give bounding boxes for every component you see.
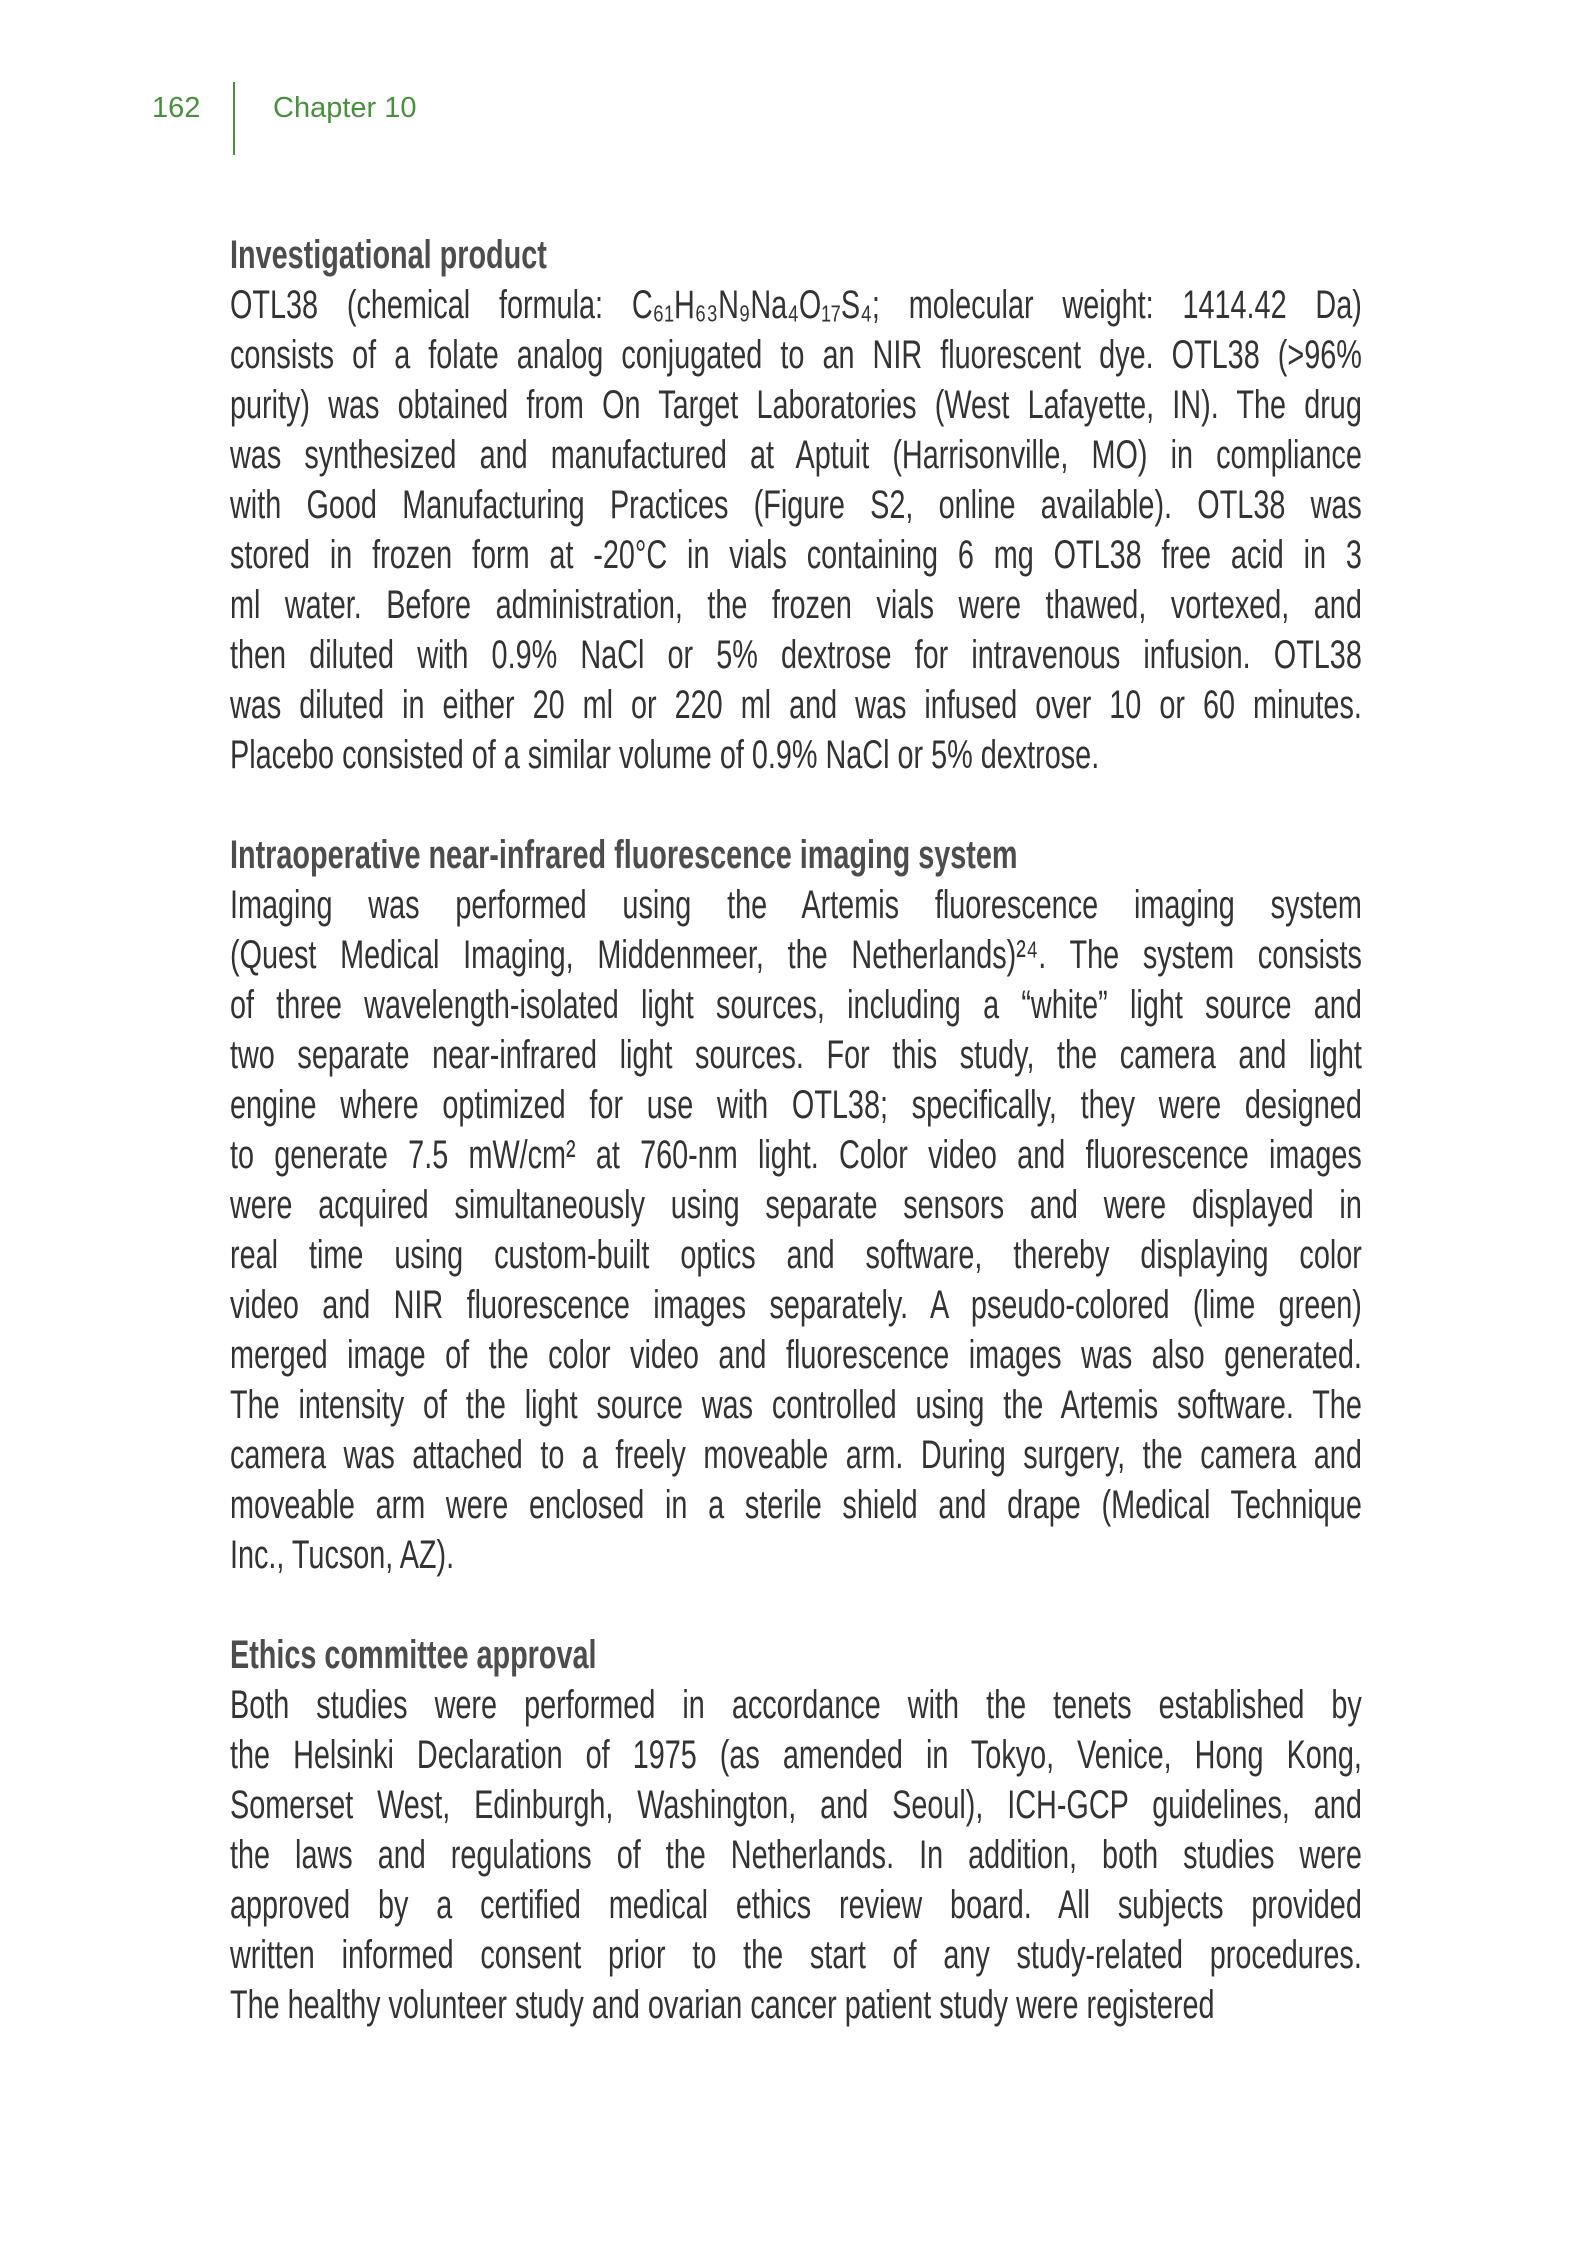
section-heading: Ethics committee approval xyxy=(230,1633,597,1677)
text-line: then diluted with 0.9% NaCl or 5% dextrose for intravenous infusion. OTL38 xyxy=(230,633,1362,677)
section-heading: Investigational product xyxy=(230,233,547,277)
text-line: the laws and regulations of the Netherlands. In addition, both studies were xyxy=(230,1833,1362,1877)
chapter-label: Chapter 10 xyxy=(273,92,417,124)
text-line: Imaging was performed using the Artemis fluorescence imaging system xyxy=(230,883,1362,927)
text-line: two separate near-infrared light sources. For this study, the camera and light xyxy=(230,1033,1362,1077)
text-line: purity) was obtained from On Target Laboratories (West Lafayette, IN). The drug xyxy=(230,383,1362,427)
text-line: was synthesized and manufactured at Aptuit (Harrisonville, MO) in compliance xyxy=(230,433,1362,477)
text-line: approved by a certified medical ethics review board. All subjects provided xyxy=(230,1883,1362,1927)
text-line: (Quest Medical Imaging, Middenmeer, the Netherlands)²⁴. The system consists xyxy=(230,933,1362,977)
page-body xyxy=(230,230,1362,2030)
text-line: The healthy volunteer study and ovarian cancer patient study were registered xyxy=(230,1983,1215,2027)
text-line: was diluted in either 20 ml or 220 ml and was infused over 10 or 60 minutes. xyxy=(230,683,1362,727)
section-heading: Intraoperative near-infrared fluorescence imaging system xyxy=(230,833,1018,877)
text-line: moveable arm were enclosed in a sterile shield and drape (Medical Technique xyxy=(230,1483,1362,1527)
text-line: video and NIR fluorescence images separately. A pseudo-colored (lime green) xyxy=(230,1283,1362,1327)
text-line: real time using custom-built optics and software, thereby displaying color xyxy=(230,1233,1362,1277)
section xyxy=(230,1630,1362,2030)
text-line: of three wavelength-isolated light sources, including a “white” light source and xyxy=(230,983,1362,1027)
text-line: Somerset West, Edinburgh, Washington, and Seoul), ICH-GCP guidelines, and xyxy=(230,1783,1362,1827)
text-line: to generate 7.5 mW/cm² at 760-nm light. Color video and fluorescence images xyxy=(230,1133,1362,1177)
text-line: camera was attached to a freely moveable arm. During surgery, the camera and xyxy=(230,1433,1362,1477)
section xyxy=(230,830,1362,1580)
text-line: OTL38 (chemical formula: C₆₁H₆₃N₉Na₄O₁₇S₄; molecular weight: 1414.42 Da) xyxy=(230,283,1362,327)
text-line: ml water. Before administration, the frozen vials were thawed, vortexed, and xyxy=(230,583,1362,627)
page-number: 162 xyxy=(152,92,201,124)
text-line: engine where optimized for use with OTL38; specifically, they were designed xyxy=(230,1083,1362,1127)
text-line: Inc., Tucson, AZ). xyxy=(230,1533,455,1577)
header-divider-rule xyxy=(233,82,235,155)
text-line: the Helsinki Declaration of 1975 (as amended in Tokyo, Venice, Hong Kong, xyxy=(230,1733,1362,1777)
section xyxy=(230,230,1362,780)
text-line: were acquired simultaneously using separate sensors and were displayed in xyxy=(230,1183,1362,1227)
text-line: Placebo consisted of a similar volume of 0.9% NaCl or 5% dextrose. xyxy=(230,733,1100,777)
text-line: stored in frozen form at -20°C in vials containing 6 mg OTL38 free acid in 3 xyxy=(230,533,1362,577)
text-line: The intensity of the light source was controlled using the Artemis software. The xyxy=(230,1383,1362,1427)
text-line: written informed consent prior to the start of any study-related procedures. xyxy=(230,1933,1362,1977)
text-line: Both studies were performed in accordance with the tenets established by xyxy=(230,1683,1362,1727)
text-line: consists of a folate analog conjugated to an NIR fluorescent dye. OTL38 (>96% xyxy=(230,333,1362,377)
text-line: with Good Manufacturing Practices (Figure S2, online available). OTL38 was xyxy=(230,483,1362,527)
text-line: merged image of the color video and fluorescence images was also generated. xyxy=(230,1333,1362,1377)
